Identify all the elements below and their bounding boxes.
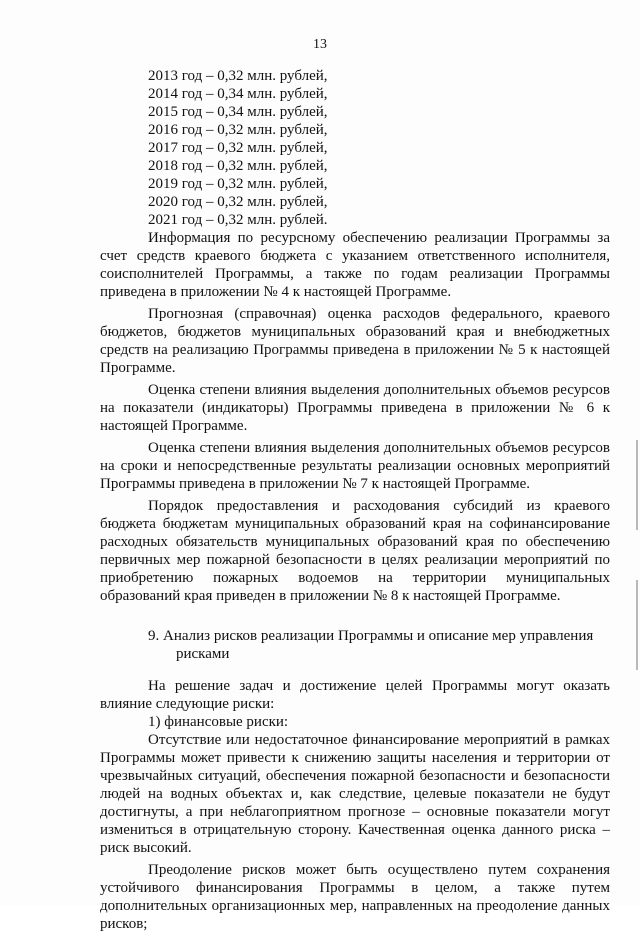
scan-edge-mark (636, 580, 638, 670)
annual-amount-line: 2020 год – 0,32 млн. рублей, (148, 194, 328, 210)
paragraph-subsidy-procedure: Порядок предоставления и расходования субсидий из краевого бюджета бюджетам муниципальных образований края на софинансирование расходных обязательств муниципальных образований края по обеспечению первичных мер пожарной безопасности в целях реализации мероприятий по приобретению пожарных водоемов на территории муниципальных образований края приведен в приложении № 8 к настоящей Программе. (100, 498, 610, 604)
document-body (100, 229, 610, 933)
paragraph-financial-risks-description: Отсутствие или недостаточное финансирование мероприятий в рамках Программы может привести к снижению защиты населения и территории от чрезвычайных ситуаций, обеспечения пожарной безопасности и безопасности людей на водных объектах и, как следствие, целевые показатели не будут достигнуты, а при неблагоприятном прогнозе – основные показатели могут измениться в отрицательную сторону. Качественная оценка данного риска – риск высокий. (100, 732, 610, 856)
paragraph-deadlines-impact: Оценка степени влияния выделения дополнительных объемов ресурсов на сроки и непосредственные результаты реализации основных мероприятий Программы приведена в приложении № 7 к настоящей Программе. (100, 440, 610, 492)
annual-amount-line: 2021 год – 0,32 млн. рублей. (148, 212, 328, 228)
annual-amount-line: 2017 год – 0,32 млн. рублей, (148, 140, 328, 156)
annual-amount-line: 2019 год – 0,32 млн. рублей, (148, 176, 328, 192)
paragraph-risks-intro: На решение задач и достижение целей Программы могут оказать влияние следующие риски: (100, 678, 610, 712)
paragraph-financial-risks-label: 1) финансовые риски: (148, 714, 289, 730)
annual-amount-line: 2016 год – 0,32 млн. рублей, (148, 122, 328, 138)
paragraph-indicators-impact: Оценка степени влияния выделения дополнительных объемов ресурсов на показатели (индикаторы) Программы приведена в приложении № 6 к настоящей Программе. (100, 382, 610, 434)
annual-amount-line: 2015 год – 0,34 млн. рублей, (148, 104, 328, 120)
annual-amount-line: 2013 год – 0,32 млн. рублей, (148, 68, 328, 84)
scan-edge-mark (636, 440, 638, 530)
section-heading-line2: рисками (176, 646, 230, 662)
annual-amount-line: 2014 год – 0,34 млн. рублей, (148, 86, 328, 102)
paragraph-forecast-estimate: Прогнозная (справочная) оценка расходов федерального, краевого бюджетов, бюджетов муниципальных образований края и внебюджетных средств на реализацию Программы приведена в приложении № 5 к настоящей Программе. (100, 306, 610, 376)
section-heading (148, 627, 610, 663)
annual-amount-line: 2018 год – 0,32 млн. рублей, (148, 158, 328, 174)
paragraph-resource-info: Информация по ресурсному обеспечению реализации Программы за счет средств краевого бюджета с указанием ответственного исполнителя, соисполнителей Программы, а также по годам реализации Программы приведена в приложении № 4 к настоящей Программе. (100, 230, 610, 300)
page-number: 13 (313, 37, 327, 52)
annual-amounts-list (148, 67, 328, 229)
section-heading-line1: 9. Анализ рисков реализации Программы и описание мер управления (148, 628, 594, 644)
paragraph-risk-mitigation: Преодоление рисков может быть осуществлено путем сохранения устойчивого финансирования Программы в целом, а также путем дополнительных организационных мер, направленных на преодоление данных рисков; (100, 862, 610, 932)
